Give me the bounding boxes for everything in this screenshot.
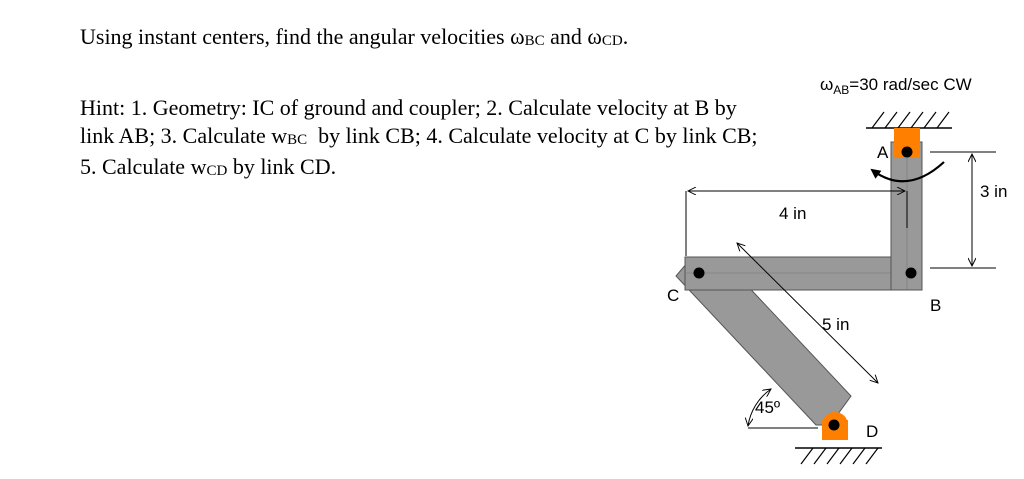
hint-line-1: Hint: 1. Geometry: IC of ground and coupler; 2. Calculate velocity at B by (80, 95, 737, 120)
hint-line-2-start: link AB; 3. Calculate w (80, 123, 288, 148)
problem-and: and (544, 24, 588, 49)
label-b: B (930, 296, 942, 315)
problem-prefix: Using instant centers, find the angular velocities (80, 24, 511, 49)
pin-a-dot (902, 147, 913, 158)
problem-suffix: . (622, 24, 629, 49)
hint-wcd-subscript: CD (206, 163, 228, 179)
omega-cd-subscript: CD (601, 33, 623, 49)
angle-label: 45º (755, 398, 781, 417)
pin-d (829, 420, 840, 431)
omega-bc-symbol: ω (510, 24, 525, 49)
pin-c (694, 268, 705, 279)
ground-support-a (866, 112, 952, 128)
hint-line-3-end: by link CD. (227, 154, 337, 179)
dimension-3in (930, 152, 996, 268)
hint-line-2-end: by link CB; 4. Calculate velocity at C by link CB; (307, 123, 758, 148)
label-c: C (667, 286, 680, 305)
dim-5in-label: 5 in (822, 315, 850, 334)
omega-bc-subscript: BC (524, 33, 545, 49)
hint-line-3-start: 5. Calculate w (80, 154, 207, 179)
dim-3in-label: 3 in (980, 182, 1008, 201)
hint-wbc-subscript: BC (287, 132, 308, 148)
label-d: D (866, 422, 879, 441)
omega-cd-symbol: ω (587, 24, 602, 49)
omega-ab-label: $\omega_{AB}=30$ rad/sec CW (820, 75, 972, 97)
pin-b (906, 268, 917, 279)
dimension-4in (686, 191, 907, 256)
dim-4in-label: 4 in (779, 204, 807, 223)
ground-support-d (795, 448, 882, 464)
label-a: A (877, 143, 889, 162)
link-cb (685, 257, 922, 290)
